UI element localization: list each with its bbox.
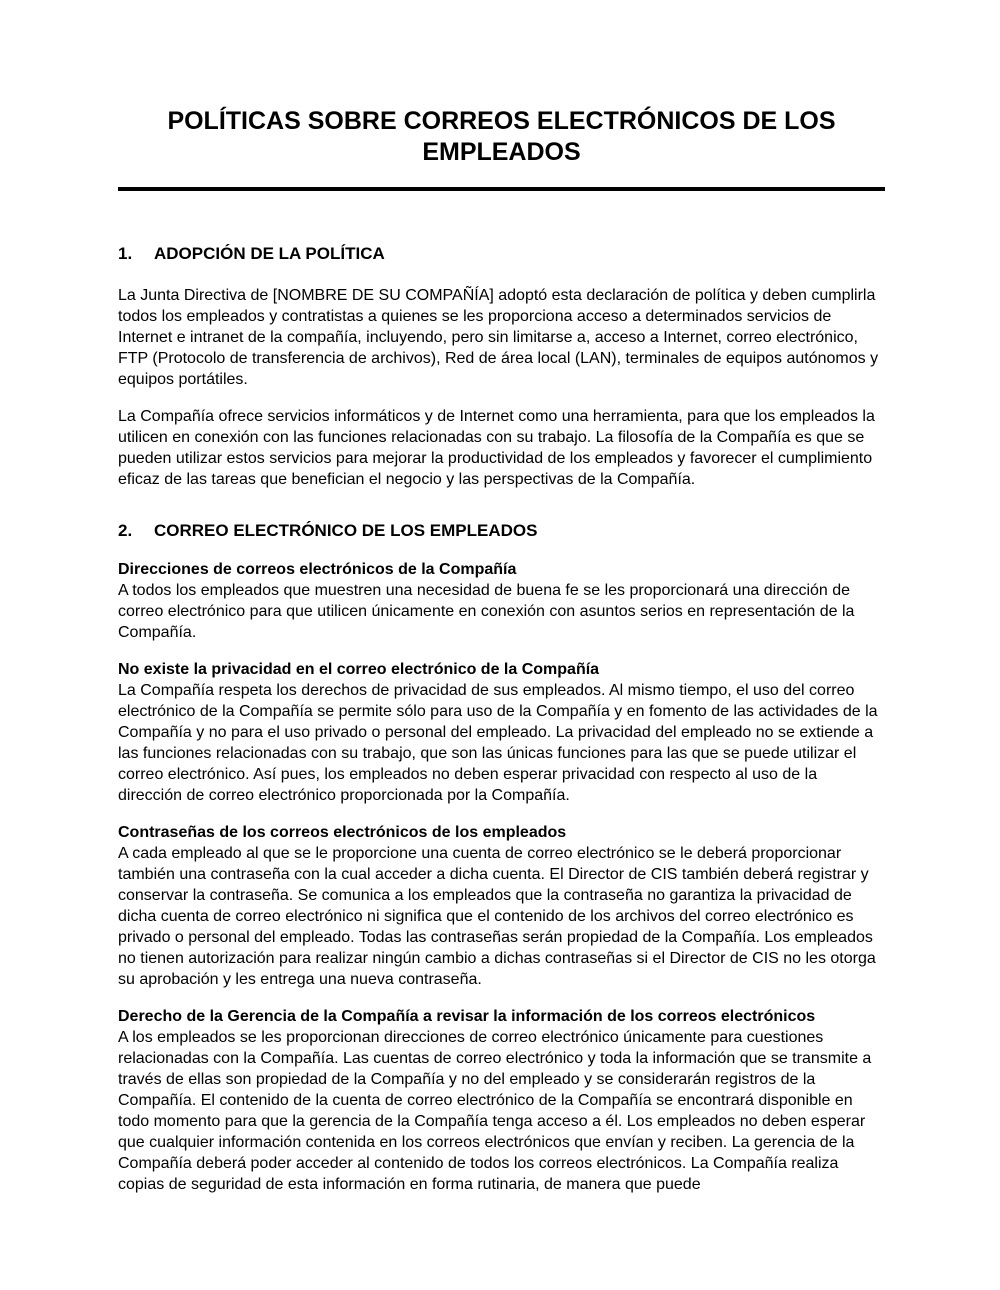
- section-1-number: 1.: [118, 244, 133, 263]
- document-content: [118, 106, 885, 1195]
- subsection-no-privacidad-body: La Compañía respeta los derechos de privacidad de sus empleados. Al mismo tiempo, el uso del correo electrónico de la Compañía se permite sólo para uso de la Compañía y en fomento de las actividades de la Compañía y no para el uso privado o personal del empleado. La privacidad del empleado no se extiende a las funciones relacionadas con su trabajo, que son las únicas funciones para las que se puede utilizar el correo electrónico. Así pues, los empleados no deben esperar privacidad con respecto al uso de la dirección de correo electrónico proporcionada por la Compañía.: [118, 682, 878, 804]
- subsection-no-privacidad: [118, 659, 885, 806]
- section-2-heading-row: [118, 520, 885, 542]
- section-2-heading: CORREO ELECTRÓNICO DE LOS EMPLEADOS: [154, 521, 538, 540]
- section-1-paragraph-1: La Junta Directiva de [NOMBRE DE SU COMPAÑÍA] adoptó esta declaración de política y deben cumplirla todos los empleados y contratistas a quienes se les proporciona acceso a determinados servicios de Internet e intranet de la compañía, incluyendo, pero sin limitarse a, acceso a Internet, correo electrónico, FTP (Protocolo de transferencia de archivos), Red de área local (LAN), terminales de equipos autónomos y equipos portátiles.: [118, 287, 879, 388]
- subsection-derecho-gerencia-body: A los empleados se les proporcionan direcciones de correo electrónico únicamente para cuestiones relacionadas con la Compañía. Las cuentas de correo electrónico y toda la información que se transmite a través de ellas son propiedad de la Compañía y no del empleado y se considerarán registros de la Compañía. El contenido de la cuenta de correo electrónico de la Compañía se encontrará disponible en todo momento para que la gerencia de la Compañía tenga acceso a él. Los empleados no deben esperar que cualquier información contenida en los correos electrónicos que envían y reciben. La gerencia de la Compañía deberá poder acceder al contenido de todos los correos electrónicos. La Compañía realiza copias de seguridad de esta información en forma rutinaria, de manera que puede: [118, 1029, 872, 1193]
- subsection-derecho-gerencia-heading: Derecho de la Gerencia de la Compañía a revisar la información de los correos electrónicos: [118, 1008, 816, 1025]
- subsection-derecho-gerencia: [118, 1006, 885, 1195]
- subsection-contrasenas: [118, 822, 885, 990]
- subsection-contrasenas-body: A cada empleado al que se le proporcione una cuenta de correo electrónico se le deberá proporcionar también una contraseña con la cual acceder a dicha cuenta. El Director de CIS también deberá registrar y conservar la contraseña. Se comunica a los empleados que la contraseña no garantiza la privacidad de dicha cuenta de correo electrónico ni significa que el contenido de los archivos del correo electrónico es privado o personal del empleado. Todas las contraseñas serán propiedad de la Compañía. Los empleados no tienen autorización para realizar ningún cambio a dichas contraseñas si el Director de CIS no les otorga su aprobación y les entrega una nueva contraseña.: [118, 845, 876, 988]
- section-2-number: 2.: [118, 521, 133, 540]
- section-adopcion-de-la-politica: [118, 243, 885, 490]
- section-correo-electronico-empleados: [118, 520, 885, 1195]
- section-1-heading: ADOPCIÓN DE LA POLÍTICA: [154, 244, 385, 263]
- document-title: POLÍTICAS SOBRE CORREOS ELECTRÓNICOS DE LOS EMPLEADOS: [167, 107, 836, 166]
- subsection-direcciones-body: A todos los empleados que muestren una necesidad de buena fe se les proporcionará una dirección de correo electrónico para que utilicen únicamente en conexión con asuntos serios en representación de la Compañía.: [118, 582, 855, 641]
- section-1-paragraph-2: La Compañía ofrece servicios informáticos y de Internet como una herramienta, para que los empleados la utilicen en conexión con las funciones relacionadas con su trabajo. La filosofía de la Compañía es que se pueden utilizar estos servicios para mejorar la productividad de los empleados y favorecer el cumplimiento eficaz de las tareas que benefician el negocio y las perspectivas de la Compañía.: [118, 408, 875, 488]
- subsection-no-privacidad-heading: No existe la privacidad en el correo electrónico de la Compañía: [118, 661, 600, 678]
- subsection-direcciones-correos: [118, 559, 885, 643]
- subsection-direcciones-heading: Direcciones de correos electrónicos de la Compañía: [118, 561, 517, 578]
- section-1-heading-row: [118, 243, 885, 265]
- subsection-contrasenas-heading: Contraseñas de los correos electrónicos de los empleados: [118, 824, 567, 841]
- title-divider: [118, 187, 885, 191]
